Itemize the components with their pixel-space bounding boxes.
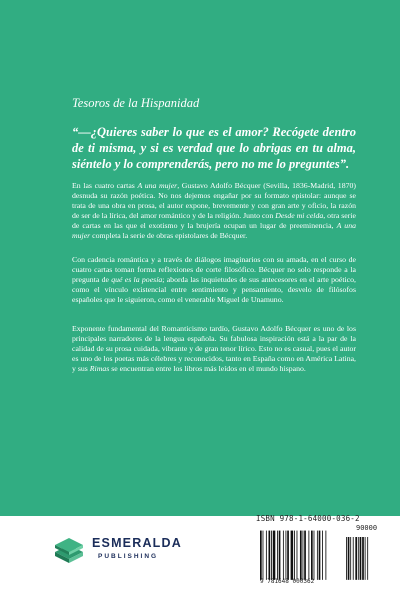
publisher-name: ESMERALDA (92, 536, 182, 550)
text-run: , Gustavo Adolfo Bécquer (Sevilla, 1836-Madrid, 1870) desnuda su razón poética. No nos dejemos engañar por su formato epistolar: aunque se trata de una obra en prosa, el autor expone, brevemente y con gran arte y oficio, la razón de ser de la lírica, del amor romántico y de la religión. Junto con (72, 181, 356, 220)
text-run: ; aborda las inquietudes de sus antecesores en el arte poético, como el vínculo existencial entre sentimiento y pensamiento, desvelo de filósofos españoles que le siguieron, como el venerable Miguel de Unamuno. (72, 275, 356, 304)
isbn-label: ISBN 978-1-64000-036-2 (256, 514, 360, 523)
barcode-digits: 9 781648 000362 (260, 578, 315, 585)
series-title: Tesoros de la Hispanidad (72, 96, 200, 110)
italic-phrase: qué es la poesía (111, 275, 163, 284)
book-stack-icon (52, 532, 86, 566)
barcode (256, 522, 376, 582)
book-title-rimas: Rimas (89, 364, 110, 373)
epigraph-quote: “—¿Quieres saber lo que es el amor? Recógete dentro de ti misma, y si es verdad que lo abrigas en tu alma, siéntelo y lo comprenderás, pero no me lo preguntes”. (72, 125, 356, 171)
book-title-desde-mi-celda: Desde mi celda (275, 211, 324, 220)
text-run: , otra serie de cartas en las que el exotismo y la brujería ocupan un lugar de preeminencia, (72, 211, 356, 230)
book-title-a-una-mujer: A una mujer (72, 221, 356, 240)
synopsis-paragraph-2 (72, 255, 356, 305)
book-title-a-una-mujer: A una mujer (137, 181, 178, 190)
text-run: En las cuatro cartas (72, 181, 138, 190)
synopsis-paragraph-3 (72, 324, 356, 374)
text-run: Con cadencia romántica y a través de diálogos imaginarios con su amada, en el curso de cuatro cartas toman forma reflexiones de corte filosófico. Bécquer no solo responde a la pregunta de (72, 255, 356, 284)
price-code: 90000 (356, 524, 378, 532)
publisher-subtitle: PUBLISHING (98, 553, 159, 560)
publisher-logo (52, 532, 212, 572)
text-run: se encuentran entre los libros más leídos en el mundo hispano. (109, 364, 306, 373)
text-run: completa la serie de obras epistolares de Bécquer. (90, 231, 248, 240)
text-run: Exponente fundamental del Romanticismo tardío, Gustavo Adolfo Bécquer es uno de los principales narradores de la lengua española. Su fabulosa inspiración está a la par de la calidad de su prosa cuidada, vibrante y de gran tenor lírico. Esto no es casual, pues el autor es uno de los poetas más célebres y reconocidos, tanto en España como en América Latina, y sus (72, 324, 356, 373)
synopsis-paragraph-1 (72, 181, 356, 241)
